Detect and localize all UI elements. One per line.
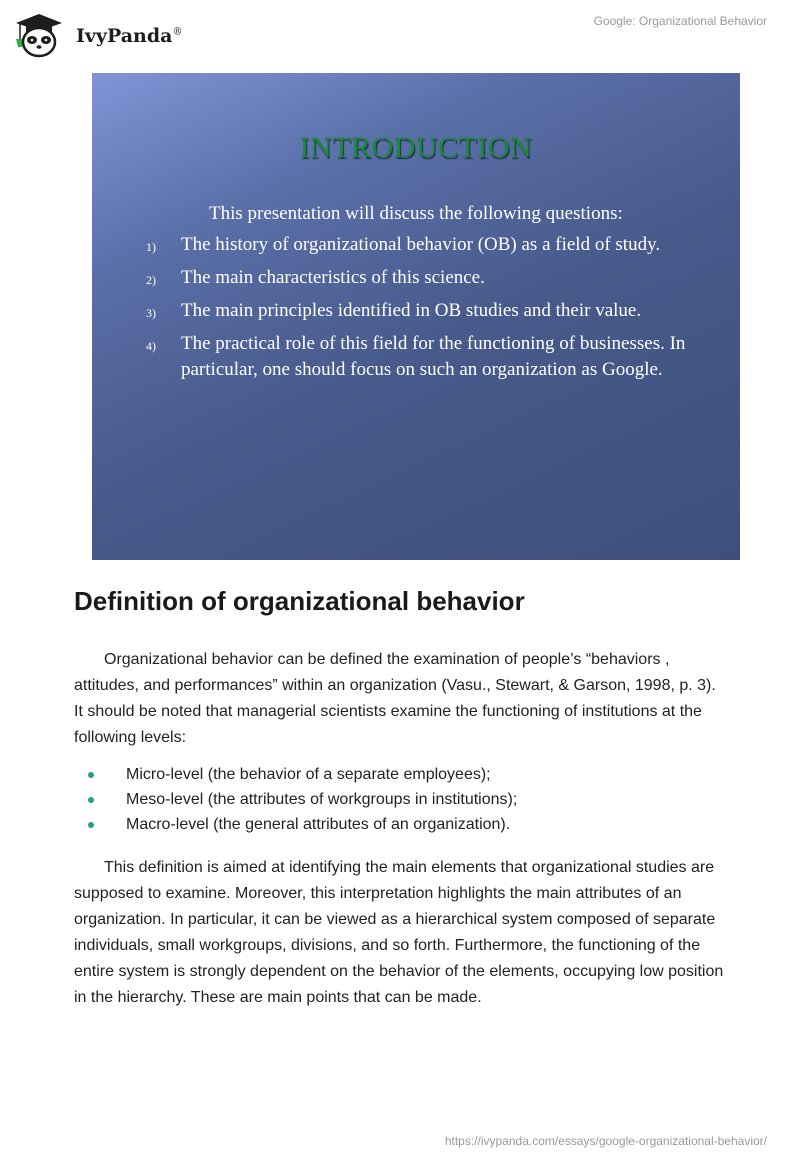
- slide-list-number: 4): [146, 339, 156, 353]
- bullet-text: Meso-level (the attributes of workgroups in institutions);: [126, 791, 518, 808]
- presentation-slide-image: [92, 73, 740, 560]
- bullet-dot: [88, 822, 94, 828]
- slide-list-item: [146, 298, 726, 324]
- paragraph-interpretation: This definition is aimed at identifying the main elements that organizational studies are supposed to examine. Moreover, this interpretation highlights the main attributes of an organization. In particular, it can be viewed as a hierarchical system composed of separate individuals, small workgroups, divisions, and so forth. Furthermore, the functioning of the entire system is strongly dependent on the behavior of the elements, occupying low position in the hierarchy. These are main points that can be made.: [74, 859, 724, 1006]
- levels-bullet-list: [74, 762, 724, 837]
- bullet-item: [74, 812, 724, 837]
- page-header: [0, 0, 800, 70]
- slide-intro: This presentation will discuss the following questions:: [209, 203, 623, 224]
- slide-question-list: [146, 232, 726, 390]
- bullet-item: [74, 762, 724, 787]
- panda-graduate-icon: [12, 9, 70, 59]
- bullet-dot: [88, 797, 94, 803]
- slide-title: INTRODUCTION: [299, 131, 533, 164]
- ivypanda-logo[interactable]: [12, 9, 192, 59]
- document-title: Google: Organizational Behavior: [593, 14, 767, 28]
- bullet-item: [74, 787, 724, 812]
- slide-list-text: The practical role of this field for the functioning of businesses. In particular, one should focus on such an organization as Google.: [181, 333, 686, 380]
- source-url[interactable]: https://ivypanda.com/essays/google-organizational-behavior/: [444, 1134, 767, 1148]
- bullet-text: Micro-level (the behavior of a separate employees);: [126, 766, 491, 783]
- slide-list-number: 2): [146, 273, 156, 287]
- slide-list-text: The main characteristics of this science.: [181, 267, 485, 288]
- slide-list-item: [146, 331, 726, 383]
- slide-list-item: [146, 232, 726, 258]
- slide-list-number: 1): [146, 240, 156, 254]
- slide-list-item: [146, 265, 726, 291]
- bullet-text: Macro-level (the general attributes of an organization).: [126, 816, 511, 833]
- bullet-dot: [88, 772, 94, 778]
- paragraph-definition: Organizational behavior can be defined the examination of people’s “behaviors , attitudes, and performances” within an organization (Vasu., Stewart, & Garson, 1998, p. 3). It should be noted that managerial scientists examine the functioning of institutions at the following levels:: [74, 651, 716, 746]
- slide-list-text: The history of organizational behavior (OB) as a field of study.: [181, 234, 661, 255]
- slide-list-text: The main principles identified in OB studies and their value.: [181, 300, 642, 321]
- slide-list-number: 3): [146, 306, 156, 320]
- brand-name: IvyPanda®: [76, 25, 183, 47]
- section-heading: Definition of organizational behavior: [74, 586, 525, 616]
